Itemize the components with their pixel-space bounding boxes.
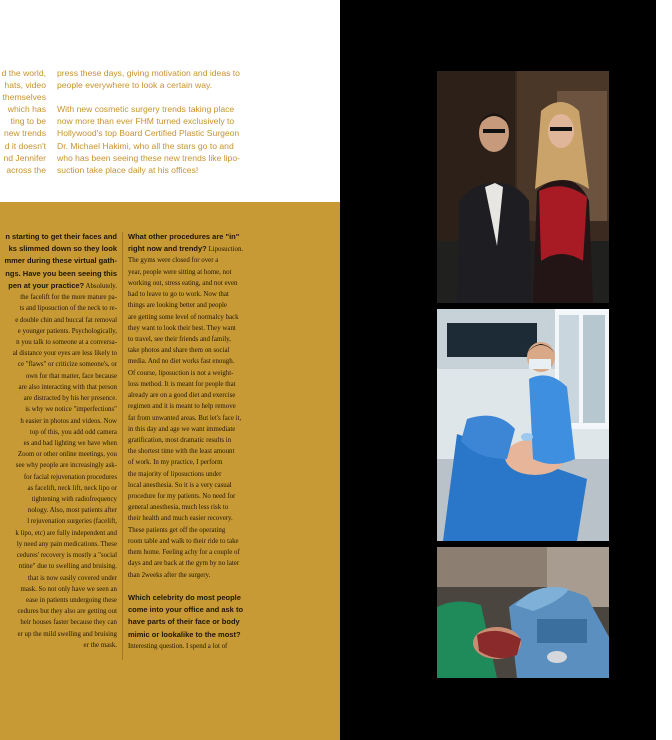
column-divider [122,232,123,660]
intro-column-2: press these days, giving motivation and ideas to people everywhere to look a certain way. With new cosmetic surgery trends taking place now more than ever FHM turned exclusively to Hollywood's top Board Certified Plastic Surgeon Dr. Michael Hakimi, who all the stars go to and who has been seeing these new trends like lipo- suction take place daily at his offices! [57,68,240,175]
right-page [340,0,656,740]
question-2: What other procedures are "in" right now and trendy? [128,232,240,254]
answer-1: the facelift for the more mature pa- ts and liposuction of the neck to re- e double chin and buccal fat removal e younger patients. Psychologically, n you talk to someone at a conversa- al distance your eyes are less likely to ce "flaws" or criticize someone's, or own for that matter, face because are also interacting with that person are distracted by his her presence. is why we notice "imperfections" h easier in photos and videos. Now top of this, you add odd camera es and bad lighting we have when Zoom or other online meetings, you see why people are increasingly ask- for facial rejuvenation procedures as facelift, neck lift, neck lipo or tightening with radiofrequency nology. Also, most patients after l rejuvenation surgeries (facelift, k lipo, etc) are fully independent and ly need any pain medications. These cedures' recovery is mostly a "social ntine" due to swelling and bruising. that is now easily covered under mask. So not only have we seen an ease in patients undergoing these cedures but they also are getting out heir houses faster because they can er up the mild swelling and bruising er the mask. [12,294,117,649]
question-3: Which celebrity do most people come into your office and ask to have parts of their face or body mimic or lookalike to the most? [128,593,244,639]
question-1: n starting to get their faces and ks slimmed down so they look mmer during these virtual gath- ngs. Have you been seeing this pen at your practice? [4,232,117,290]
answer-2: The gyms were closed for over a year, people were sitting at home, not working out, stress eating, and not even had to leave to go to work. Now that things are looking better and people are getting some level of normalcy back they want to look their best. They want to travel, see their friends and family, take photos and share them on social media. And no diet works fast enough. Of course, liposuction is not a weight- loss method. It is meant for people that already are on a good diet and exercise regimen and it is meant to help remove fat from unwanted areas. But let's face it, in this day and age we want immediate gratification, most dramatic results in the shortest time with the least amount of work. In my practice, I perform the majority of liposuctions under local anesthesia. So it is a very casual procedure for my patients. No need for general anesthesia, much less risk to their health and much easier recovery. These patients get off the operating room table and walk to their ride to take them home. Feeling achy for a couple of days and are back at the gym by no later than 2weeks after the surgery. [128,257,242,579]
article-intro [0,0,340,202]
photo-doctor-and-client [437,71,609,303]
answer-1-start: Absolutely. [84,282,117,290]
photo-liposuction-procedure [437,309,609,541]
page-edge [656,0,672,740]
answer-3: Interesting question. I spend a lot of [128,642,228,650]
photo-facial-surgery [437,547,609,678]
answer-2-start: Liposuction. [206,246,244,254]
interview-column-1 [0,231,117,651]
interview-column-2 [128,231,260,652]
intro-column-1: d the world, hats, video themselves which has ting to be new trends d it doesn't nd Jennifer across the [1,68,46,175]
